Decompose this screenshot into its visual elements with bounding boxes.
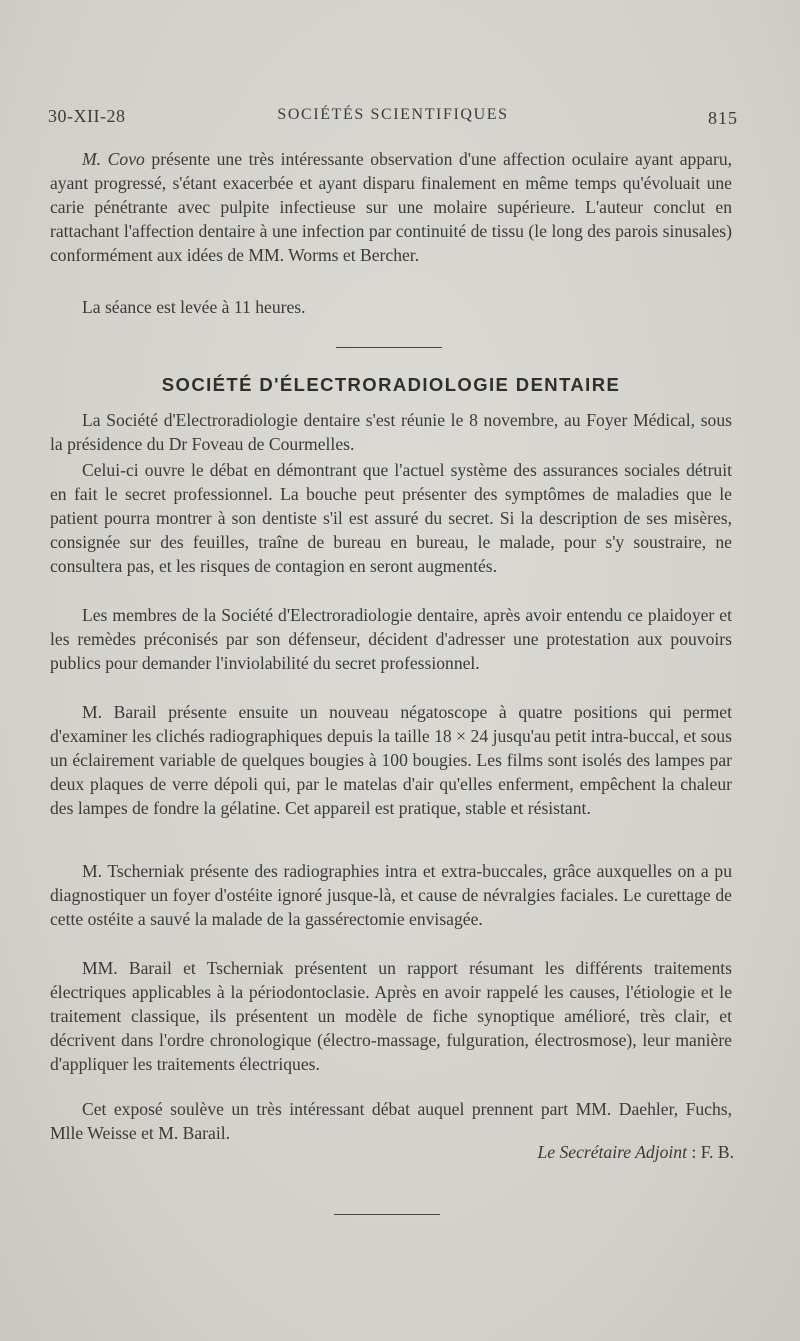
paragraph-covo-text: présente une très intéressante observation d'une affection oculaire ayant apparu, ayant progressé, s'étant exacerbée et ayant disparu finalement en même temps qu'évoluait une carie pénétrante avec pulpite infectieuse sur une molaire supérieure. L'auteur conclut en rattachant l'affection dentaire à une infection par continuité de tissu (le long des parois sinusales) conformément aux idées de MM. Worms et Bercher. — [50, 149, 733, 266]
paragraph-report: MM. Barail et Tscherniak présentent un rapport résumant les différents traitements électriques applicables à la périodontoclasie. Après en avoir rappelé les causes, l'étiologie et le traitement classique, ils présentent un modèle de fiche synoptique amélioré, très clair, et décrivent dans l'ordre chronologique (électro-massage, fulguration, électrosmose), leur manière d'appliquer les traitements électriques. — [50, 958, 732, 1075]
divider-rule — [336, 347, 442, 348]
paragraph-barail: M. Barail présente ensuite un nouveau négatoscope à quatre positions qui permet d'examiner les clichés radiographiques depuis la taille 18 × 24 jusqu'au petit intra-buccal, et sous un éclairement variable de quelques bougies à 100 bougies. Les films sont isolés des lampes par deux plaques de verre dépoli qui, par le matelas d'air qu'elles enferment, empêchent la chaleur des lampes de fondre la gélatine. Cet appareil est pratique, stable et résistant. — [50, 702, 732, 819]
paragraph-protest: Les membres de la Société d'Electroradiologie dentaire, après avoir entendu ce plaidoyer et les remèdes préconisés par son défenseur, décident d'adresser une protestation aux pouvoirs publics pour demander l'inviolabilité du secret professionnel. — [50, 605, 732, 674]
paragraph-discussion: Cet exposé soulève un très intéressant débat auquel prennent part MM. Daehler, Fuchs, Mlle Weisse et M. Barail. — [50, 1099, 732, 1144]
paragraph-debate: Celui-ci ouvre le débat en démontrant que l'actuel système des assurances sociales détruit en fait le secret professionnel. La bouche peut présenter des symptômes de maladies que le patient pourra montrer à son dentiste s'il est assuré du secret. Si la description de ses misères, consignée sur des feuilles, traîne de bureau en bureau, le malade, pour s'y soustraire, ne consultera pas, et les risques de contagion en seront augmentés. — [50, 460, 732, 577]
paragraph-covo — [50, 147, 732, 267]
page-number: 815 — [708, 108, 738, 128]
signature-role: Le Secrétaire Adjoint — [537, 1142, 687, 1162]
signature-separator: : — [687, 1142, 701, 1162]
header-section-name: SOCIÉTÉS SCIENTIFIQUES — [277, 106, 509, 123]
paragraph-tscherniak: M. Tscherniak présente des radiographies intra et extra-buccales, grâce auxquelles on a pu diagnostiquer un foyer d'ostéite ignoré jusque-là, et cause de névralgies faciales. Le curettage de cette ostéite a sauvé la malade de la gassérectomie envisagée. — [50, 861, 732, 930]
paragraph-closing: La séance est levée à 11 heures. — [82, 297, 306, 317]
signature — [537, 1142, 734, 1163]
header-date: 30-XII-28 — [48, 106, 126, 126]
section-title: SOCIÉTÉ D'ÉLECTRORADIOLOGIE DENTAIRE — [161, 374, 621, 395]
running-header — [48, 104, 738, 130]
author-name: M. Covo — [82, 149, 145, 169]
signature-initials: F. B. — [700, 1142, 734, 1162]
paragraph-meeting: La Société d'Electroradiologie dentaire s'est réunie le 8 novembre, au Foyer Médical, sous la présidence du Dr Foveau de Courmelles. — [50, 410, 732, 455]
divider-rule-bottom — [334, 1214, 440, 1215]
